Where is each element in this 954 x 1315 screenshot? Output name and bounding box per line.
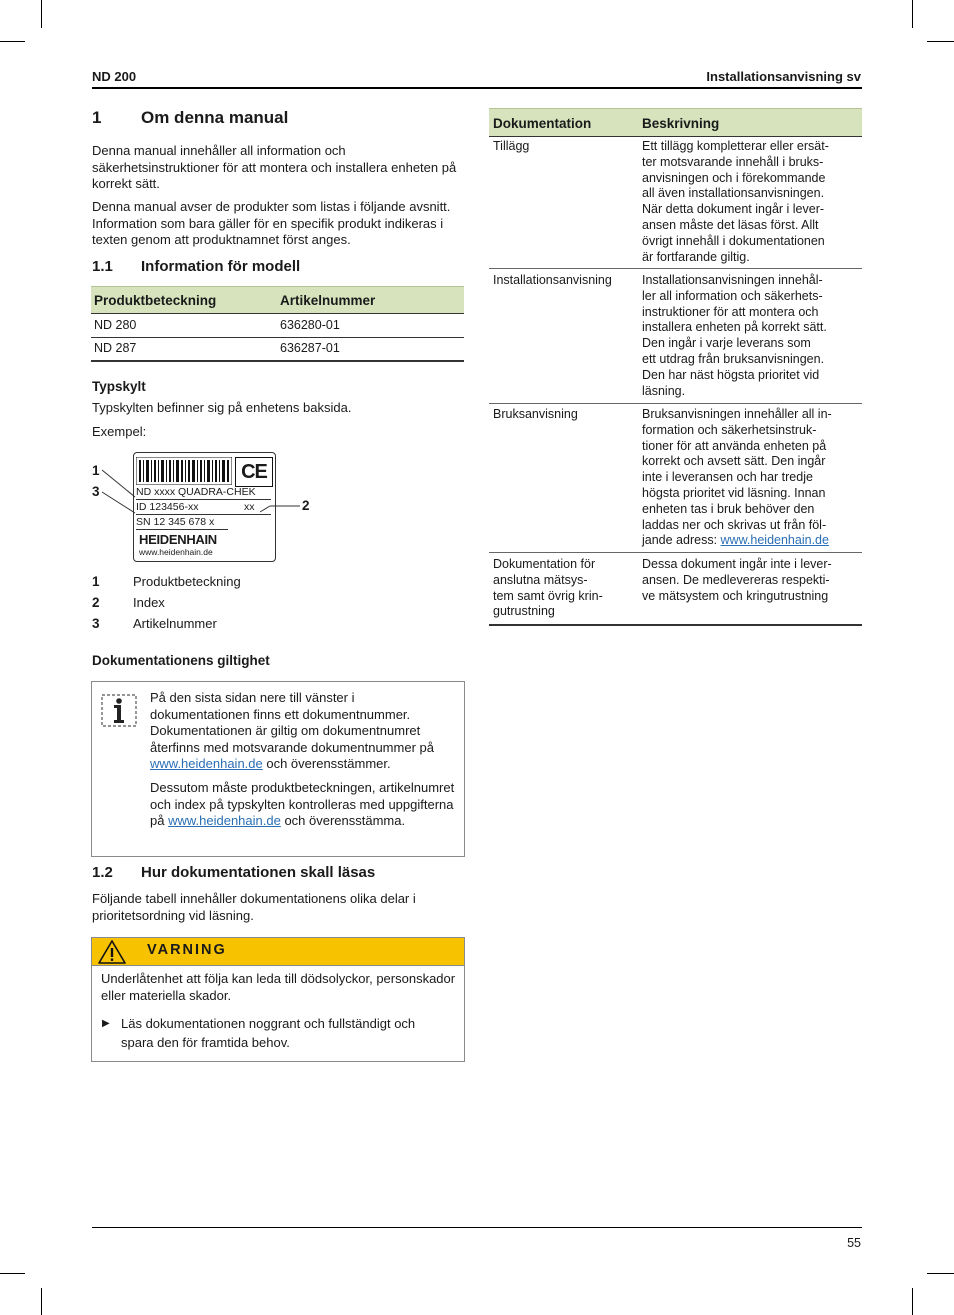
- callout-3: 3: [92, 484, 100, 499]
- bullet-arrow-icon: ▶: [102, 1018, 110, 1029]
- legend-text: Index: [133, 595, 165, 610]
- warning-banner: [92, 938, 464, 966]
- info-text: På den sista sidan nere till vänster i dokumentationen finns ett dokumentnummer. Dokumentationen är giltig om dokumentnumret återfinns med motsvarande dokumentnummer på: [150, 690, 434, 755]
- callout-1: 1: [92, 463, 100, 478]
- model-table-header: [91, 286, 464, 314]
- heidenhain-logo: HEIDENHAIN: [139, 532, 217, 547]
- crop-mark: [912, 0, 913, 28]
- legend-number: 3: [92, 616, 100, 631]
- crop-mark: [927, 41, 954, 42]
- info-text: Dessutom måste produktbeteckningen, artikelnumret och index på typskylten kontrolleras med uppgifterna på: [150, 780, 455, 828]
- section12-text: Följande tabell innehåller dokumentationens olika delar i prioritetsordning vid läsning.: [92, 891, 416, 923]
- info-text: och överensstämma.: [280, 813, 406, 828]
- nameplate-line-product: ND xxxx QUADRA-CHEK: [136, 485, 271, 500]
- info-icon: [101, 694, 137, 728]
- info-text: och överensstämmer.: [262, 756, 391, 771]
- doc-table-cell: Tillägg: [493, 139, 530, 153]
- heidenhain-link[interactable]: www.heidenhain.de: [150, 756, 263, 771]
- crop-mark: [912, 1288, 913, 1315]
- footer-rule: [92, 1227, 862, 1228]
- warning-box: [91, 937, 465, 1062]
- info-box: [91, 681, 465, 857]
- legend-number: 1: [92, 574, 100, 589]
- doc-table-cell: Dokumentation för anslutna mätsys- tem samt övrig krin- gutrustning: [493, 557, 603, 619]
- warning-text: Underlåtenhet att följa kan leda till dödsolyckor, personskador eller materiella skador.: [101, 971, 456, 1003]
- page-number: 55: [847, 1236, 861, 1250]
- table-cell: 636280-01: [280, 318, 340, 332]
- table-row-divider: [91, 337, 464, 338]
- subsection-number: 1.2: [92, 864, 113, 881]
- typskylt-heading: Typskylt: [92, 379, 146, 394]
- column-header: Produktbeteckning: [94, 293, 217, 308]
- column-header: Artikelnummer: [280, 293, 376, 308]
- doc-table-cell-with-link: [642, 407, 857, 549]
- doc-desc-text: Bruksanvisningen innehåller all in- formation och säkerhetsinstruk- tioner för att använda enheten på korrekt och avsett sätt. Den ingår inte i leveransen och har tredje högsta prioritet vid läsning. Innan enheten tas i bruk behöver den laddas ner och skrivas ut från föl- jande adress:: [642, 407, 832, 548]
- warning-triangle-icon: [98, 940, 126, 964]
- crop-mark: [0, 41, 25, 42]
- section-number: 1: [92, 108, 102, 127]
- legend-text: Artikelnummer: [133, 616, 217, 631]
- typskylt-text: Typskylten befinner sig på enhetens baksida.: [92, 400, 352, 415]
- doc-table-header: [489, 108, 862, 137]
- info-paragraph-1: [150, 690, 455, 773]
- example-label: Exempel:: [92, 424, 147, 439]
- crop-mark: [927, 1273, 954, 1274]
- doc-table-cell: Dessa dokument ingår inte i lever- ansen. De medlevereras respekti- ve mätsystem och kringutrustning: [642, 557, 832, 603]
- nameplate-line-index: xx: [244, 501, 255, 513]
- subsection-title: Hur dokumentationen skall läsas: [141, 864, 376, 881]
- table-row-divider: [489, 552, 862, 553]
- heidenhain-link[interactable]: www.heidenhain.de: [720, 533, 829, 548]
- warning-instruction: Läs dokumentationen noggrant och fullständigt och spara den för framtida behov.: [121, 1016, 416, 1050]
- header-product: ND 200: [92, 69, 137, 84]
- table-cell: ND 287: [94, 341, 137, 355]
- legend-number: 2: [92, 595, 100, 610]
- doc-table-cell: Ett tillägg kompletterar eller ersät- ter motsvarande innehåll i bruks- anvisningen och i förekommande all även installationsanvisningen. När detta dokument ingår i lever- ansen måste det läsas först. Allt övrigt innehåll i dokumentationen är fortfarande giltig.: [642, 139, 829, 264]
- heidenhain-link[interactable]: www.heidenhain.de: [168, 813, 281, 828]
- section1-para2: Denna manual avser de produkter som listas i följande avsnitt. Information som bara gäller för en specifik produkt indikeras i texten genom att produktnamnet först anges.: [92, 199, 451, 247]
- crop-mark: [0, 1273, 25, 1274]
- warning-title: VARNING: [147, 942, 227, 958]
- info-paragraph-2: [150, 780, 455, 830]
- subsection-number: 1.1: [92, 258, 113, 275]
- callout-2: 2: [302, 498, 310, 513]
- table-row-divider: [489, 403, 862, 404]
- doc-table-cell: Installationsanvisning: [493, 273, 612, 287]
- header-doc-title: Installationsanvisning sv: [706, 69, 861, 84]
- column-header: Dokumentation: [493, 116, 592, 131]
- crop-mark: [41, 1288, 42, 1315]
- nameplate-line-id: ID 123456-xx: [136, 501, 199, 513]
- subsection-title: Information för modell: [141, 258, 301, 275]
- nameplate-url: www.heidenhain.de: [139, 547, 213, 557]
- table-bottom-rule: [91, 360, 464, 362]
- column-header: Beskrivning: [642, 116, 720, 131]
- nameplate-line-serial: SN 12 345 678 x: [136, 515, 228, 530]
- doc-table-cell: Installationsanvisningen innehål- ler all information och säkerhets- instruktioner för att montera och installera enheten på korrekt sätt. Den ingår i varje leverans som ett utdrag från bruksanvisningen. Den har näst högsta prioritet vid läsning.: [642, 273, 827, 398]
- doc-table-cell: Bruksanvisning: [493, 407, 578, 421]
- crop-mark: [41, 0, 42, 28]
- legend-text: Produktbeteckning: [133, 574, 241, 589]
- header-rule: [92, 87, 862, 89]
- ce-mark-icon: CE: [235, 457, 273, 487]
- table-bottom-rule: [489, 624, 862, 626]
- section-title: Om denna manual: [141, 108, 289, 127]
- table-row-divider: [489, 268, 862, 269]
- section1-para1: Denna manual innehåller all information och säkerhetsinstruktioner för att montera och installera enheten på korrekt sätt.: [92, 143, 457, 191]
- giltighet-heading: Dokumentationens giltighet: [92, 653, 270, 668]
- callout-lines: [90, 460, 320, 530]
- table-cell: ND 280: [94, 318, 137, 332]
- table-cell: 636287-01: [280, 341, 340, 355]
